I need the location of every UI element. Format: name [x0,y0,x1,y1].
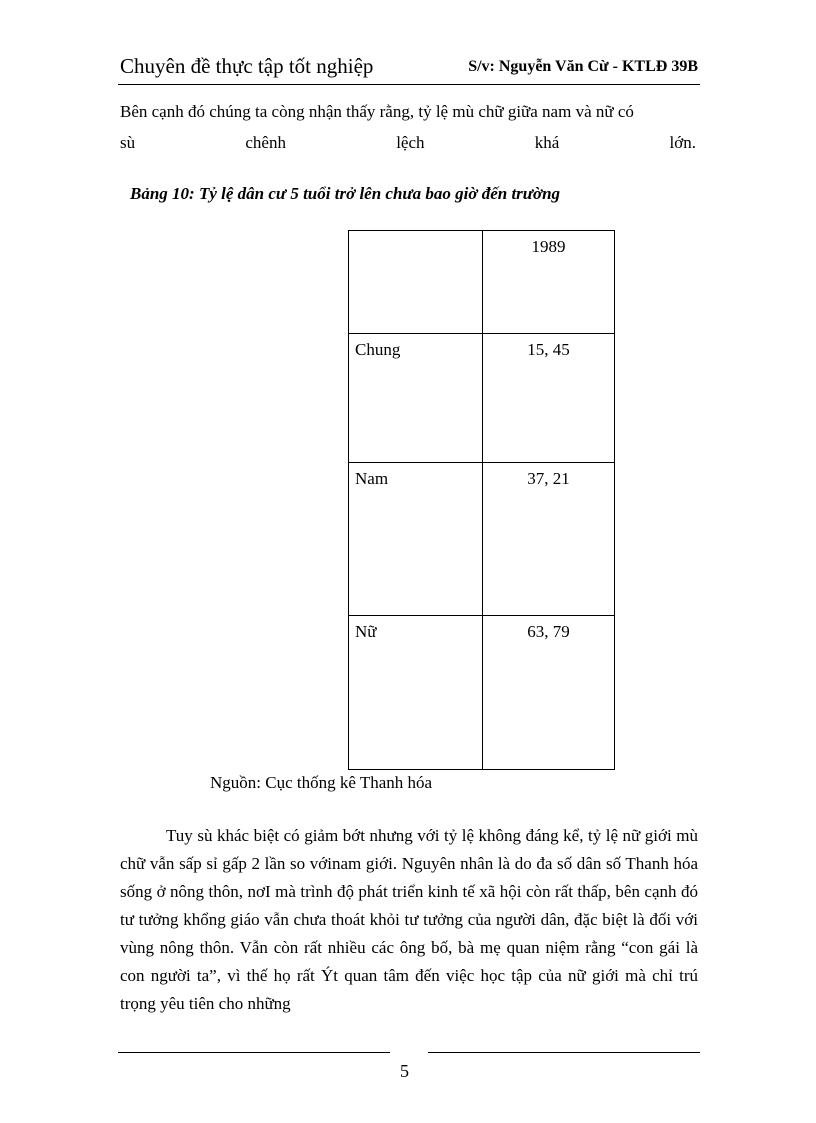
paragraph-intro-line-2 [120,133,696,153]
row-value-cell: 37, 21 [483,463,615,616]
header-title: Chuyên đề thực tập tốt nghiệp [120,54,374,78]
table-row [349,616,615,770]
table-header-row [349,231,615,334]
paragraph-intro-line-1: Bên cạnh đó chúng ta còng nhận thấy rằng, tỷ lệ mù chữ giữa nam và nữ có [120,102,634,121]
table-source: Nguồn: Cục thống kê Thanh hóa [210,773,433,792]
header-year-cell: 1989 [483,231,615,334]
row-value-cell: 63, 79 [483,616,615,770]
intro-word: chênh [245,133,286,152]
header-label-cell [349,231,483,334]
statistics-table [348,230,615,770]
table-row [349,334,615,463]
intro-word: lệch [396,133,425,152]
table-row [349,463,615,616]
footer-divider-left [118,1052,390,1053]
header-divider [118,84,700,85]
footer-divider-right [428,1052,700,1053]
intro-word: sù [120,133,136,152]
intro-word: lớn. [669,133,696,152]
intro-word: khá [534,133,560,152]
header-author: S/v: Nguyễn Văn Cừ - KTLĐ 39B [468,58,698,75]
row-label-cell: Nam [349,463,483,616]
row-label-cell: Nữ [349,616,483,770]
paragraph-body: Tuy sù khác biệt có giảm bớt nhưng với tỷ lệ không đáng kể, tỷ lệ nữ giới mù chữ vẫn sấp sỉ gấp 2 lần so vớinam giới. Nguyên nhân là do đa số dân số Thanh hóa sống ở nông thôn, nơI mà trình độ phát triển kinh tế xã hội còn rất thấp, bên cạnh đó tư tưởng khổng giáo vẫn chưa thoát khỏi tư tưởng của người dân, đặc biệt là đối với vùng nông thôn. Vẫn còn rất nhiều các ông bố, bà mẹ quan niệm rằng “con gái là con người ta”, vì thế họ rất Ýt quan tâm đến việc học tập của nữ giới mà chỉ trú trọng yêu tiên cho những [120,826,698,1013]
row-value-cell: 15, 45 [483,334,615,463]
table-caption: Bảng 10: Tỷ lệ dân cư 5 tuổi trở lên chưa bao giờ đến trường [130,184,561,203]
row-label-cell: Chung [349,334,483,463]
page-number: 5 [400,1061,409,1081]
